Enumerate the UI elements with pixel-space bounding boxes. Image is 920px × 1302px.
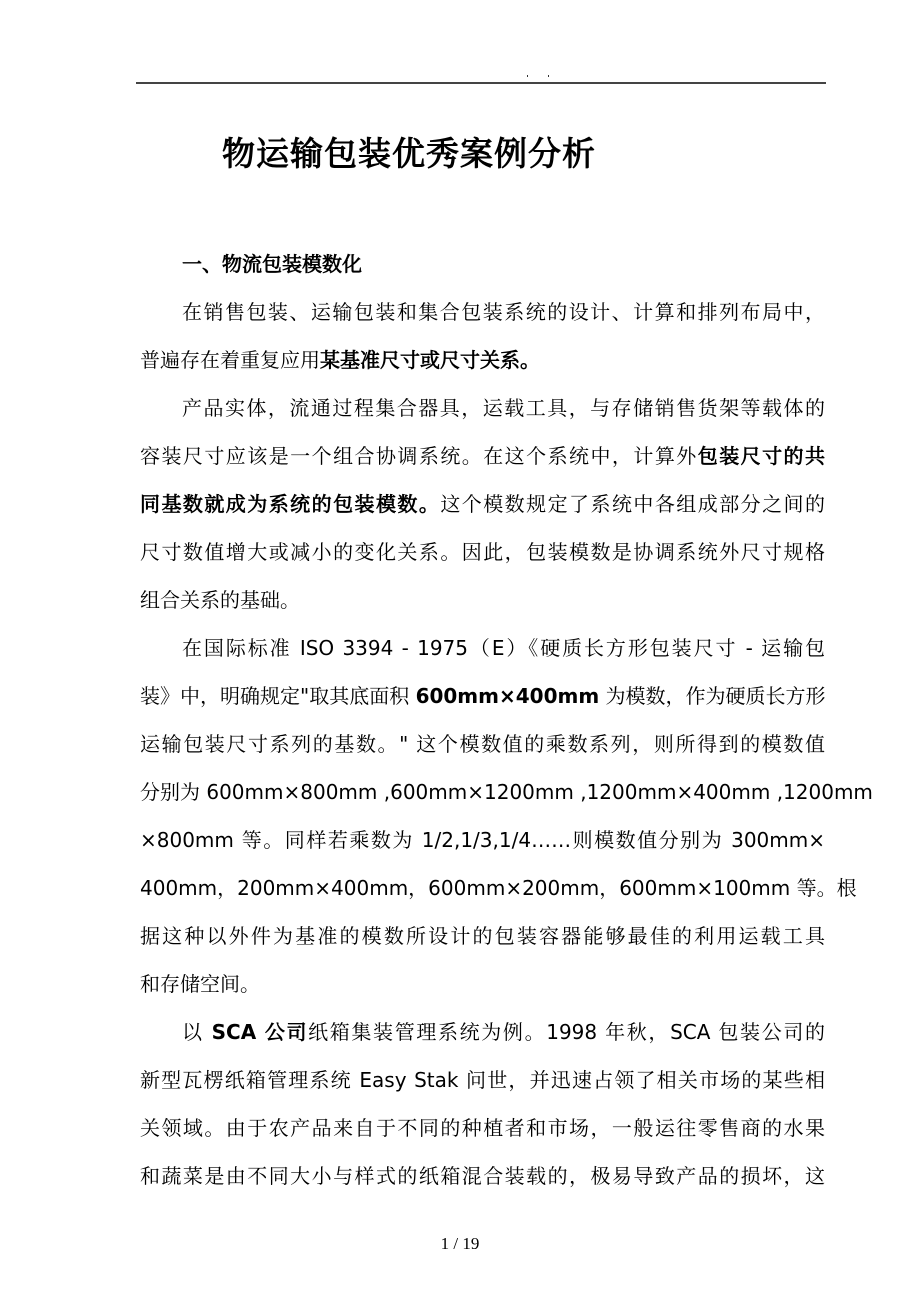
document-body	[140, 240, 873, 1200]
text-line	[140, 960, 825, 1008]
text-run: 关领域。由于农产品来自于不同的种植者和市场，一般运往零售商的水果	[140, 1116, 825, 1140]
text-run: 以	[182, 1020, 212, 1044]
text-run: 分别为 600mm×800mm ,600mm×1200mm ,1200mm×400mm ,1200mm	[140, 780, 873, 804]
text-run: 在销售包装、运输包装和集合包装系统的设计、计算和排列布局中，	[182, 300, 825, 324]
text-run: 据这种以外件为基准的模数所设计的包装容器能够最佳的利用运载工具	[140, 924, 825, 948]
text-line	[140, 336, 825, 384]
text-run: 新型瓦楞纸箱管理系统 Easy Stak 问世，并迅速占领了相关市场的某些相	[140, 1068, 825, 1092]
bold-text: SCA 公司	[211, 1020, 309, 1044]
document-title: 物运输包装优秀案例分析	[222, 134, 596, 173]
header-mark	[548, 75, 549, 77]
text-run: 在国际标准 ISO 3394 - 1975（E）《硬质长方形包装尺寸 - 运输包	[182, 636, 825, 660]
text-line	[140, 1008, 825, 1056]
text-line	[140, 432, 825, 480]
text-run: 为模数，作为硬质长方形	[599, 684, 826, 708]
bold-text: 一、物流包装模数化	[182, 252, 362, 276]
page-number: 1 / 19	[440, 1234, 480, 1253]
text-line	[140, 288, 825, 336]
bold-text: 同基数就成为系统的包装模数。	[140, 492, 441, 516]
text-run: ×800mm 等。同样若乘数为 1/2,1/3,1/4……则模数值分别为 300mm×	[140, 828, 825, 852]
header-mark	[527, 75, 528, 77]
text-run: 运输包装尺寸系列的基数。" 这个模数值的乘数系列，则所得到的模数值	[140, 732, 825, 756]
text-line	[140, 816, 825, 864]
section-heading	[140, 240, 825, 288]
text-line	[140, 384, 825, 432]
text-run: 容装尺寸应该是一个组合协调系统。在这个系统中，计算外	[140, 444, 698, 468]
text-run: 和蔬菜是由不同大小与样式的纸箱混合装载的，极易导致产品的损坏，这	[140, 1164, 825, 1188]
text-run: 和存储空间。	[140, 972, 260, 996]
text-line	[140, 528, 825, 576]
text-run: 组合关系的基础。	[140, 588, 300, 612]
text-run: 产品实体，流通过程集合器具，运载工具，与存储销售货架等载体的	[182, 396, 825, 420]
text-line	[140, 672, 825, 720]
text-line	[140, 864, 857, 912]
bold-text: 某基准尺寸或尺寸关系。	[320, 348, 540, 372]
text-run: 纸箱集装管理系统为例。1998 年秋，SCA 包装公司的	[308, 1020, 825, 1044]
text-run: 普遍存在着重复应用	[140, 348, 320, 372]
text-line	[140, 912, 825, 960]
text-line	[140, 624, 825, 672]
text-run: 尺寸数值增大或减小的变化关系。因此，包装模数是协调系统外尺寸规格	[140, 540, 825, 564]
text-line	[140, 1056, 825, 1104]
text-line	[140, 1152, 825, 1200]
text-line	[140, 1104, 825, 1152]
bold-text: 包装尺寸的共	[697, 444, 826, 468]
text-line	[140, 768, 873, 816]
text-line	[140, 720, 825, 768]
header-rule	[136, 82, 826, 84]
text-run: 装》中，明确规定"取其底面积	[140, 684, 416, 708]
text-line	[140, 576, 825, 624]
text-run: 这个模数规定了系统中各组成部分之间的	[440, 492, 826, 516]
bold-text: 600mm×400mm	[415, 684, 600, 708]
text-run: 400mm，200mm×400mm，600mm×200mm，600mm×100mm 等。根	[140, 876, 857, 900]
text-line	[140, 480, 825, 528]
